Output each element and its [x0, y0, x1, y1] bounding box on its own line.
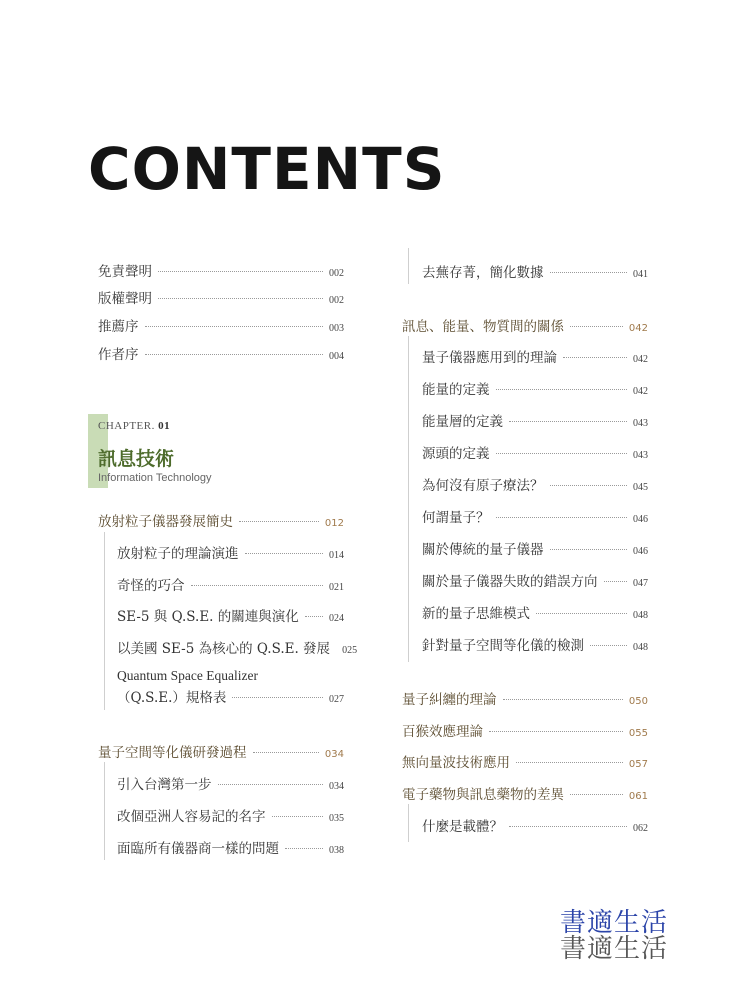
toc-entry[interactable]: （Q.S.E.）規格表 027	[117, 690, 344, 706]
toc-entry-spec: Quantum Space Equalizer	[117, 668, 258, 683]
toc-entry[interactable]: 改個亞洲人容易記的名字 035	[117, 809, 344, 825]
toc-entry[interactable]: 源頭的定義 043	[422, 446, 648, 462]
toc-entry[interactable]: 去蕪存菁，簡化數據 041	[422, 265, 648, 281]
toc-entry[interactable]: SE-5 與 Q.S.E. 的關連與演化 024	[117, 609, 344, 625]
toc-entry[interactable]: 新的量子思維模式 048	[422, 606, 648, 622]
toc-entry[interactable]: 放射粒子的理論演進 014	[117, 546, 344, 562]
toc-entry[interactable]: 量子儀器應用到的理論 042	[422, 350, 648, 366]
chapter-title: 訊息技術	[98, 448, 175, 470]
publisher-logo: 書適生活 書適生活	[560, 908, 669, 964]
section-rule	[104, 762, 105, 860]
toc-section[interactable]: 百猴效應理論 055	[402, 724, 648, 740]
page-title: CONTENTS	[88, 135, 446, 203]
section-rule	[104, 532, 105, 710]
chapter-subtitle: Information Technology	[98, 472, 212, 484]
toc-entry[interactable]: 針對量子空間等化儀的檢測 048	[422, 638, 648, 654]
toc-entry[interactable]: 以美國 SE-5 為核心的 Q.S.E. 發展 025	[117, 641, 358, 657]
toc-entry[interactable]: 作者序 004	[98, 347, 344, 363]
section-rule	[408, 336, 409, 662]
toc-entry[interactable]: 能量的定義 042	[422, 382, 648, 398]
toc-entry[interactable]: 為何沒有原子療法？ 045	[422, 478, 648, 494]
toc-entry[interactable]: 面臨所有儀器商一樣的問題 038	[117, 841, 344, 857]
section-rule	[408, 248, 409, 284]
toc-entry[interactable]: 何謂量子？ 046	[422, 510, 648, 526]
toc-entry[interactable]: 什麼是載體？ 062	[422, 819, 648, 835]
toc-section[interactable]: 放射粒子儀器發展簡史 012	[98, 514, 344, 530]
section-rule	[408, 804, 409, 842]
toc-section[interactable]: 電子藥物與訊息藥物的差異 061	[402, 787, 648, 803]
toc-entry[interactable]: 關於傳統的量子儀器 046	[422, 542, 648, 558]
toc-entry[interactable]: 免責聲明 002	[98, 264, 344, 280]
toc-entry[interactable]: 引入台灣第一步 034	[117, 777, 344, 793]
toc-entry[interactable]: 奇怪的巧合 021	[117, 578, 344, 594]
toc-section[interactable]: 無向量波技術應用 057	[402, 755, 648, 771]
toc-section[interactable]: 量子糾纏的理論 050	[402, 692, 648, 708]
toc-entry[interactable]: 推薦序 003	[98, 319, 344, 335]
toc-section[interactable]: 訊息、能量、物質間的關係 042	[402, 319, 648, 335]
toc-entry[interactable]: 版權聲明 002	[98, 291, 344, 307]
toc-entry[interactable]: 關於量子儀器失敗的錯誤方向 047	[422, 574, 648, 590]
toc-section[interactable]: 量子空間等化儀研發過程 034	[98, 745, 344, 761]
toc-entry[interactable]: 能量層的定義 043	[422, 414, 648, 430]
chapter-label: CHAPTER. 01	[98, 420, 171, 432]
